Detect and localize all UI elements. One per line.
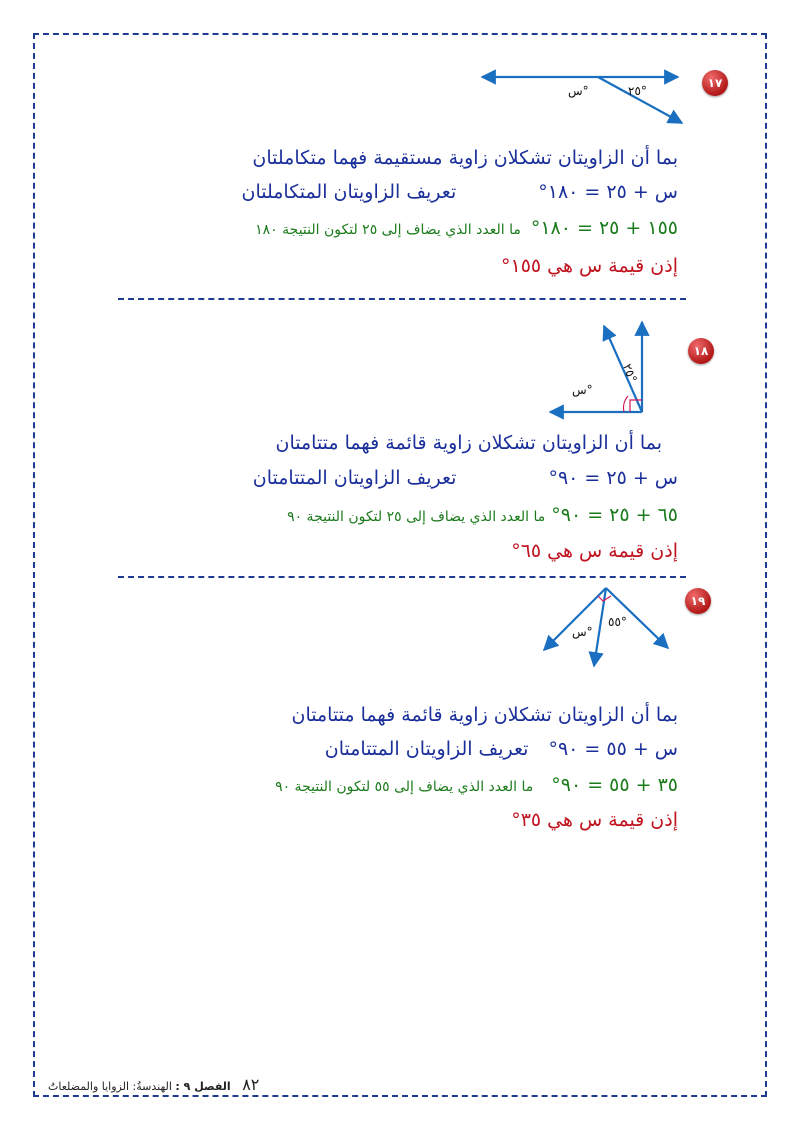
problem-18-check: ٦٥ + ٢٥ = ٩٠° (551, 504, 678, 526)
angle-given-label: ٢٥° (628, 84, 647, 98)
problem-17-diagram (470, 55, 690, 135)
problem-19-reason: بما أن الزاويتان تشكلان زاوية قائمة فهما متتامتان (291, 704, 678, 726)
problem-19-number-badge: ١٩ (685, 588, 711, 614)
problem-17-answer: إذن قيمة س هي ١٥٥° (500, 255, 678, 277)
problem-19-answer: إذن قيمة س هي ٣٥° (511, 809, 678, 831)
page-footer (48, 1075, 259, 1094)
page-number: ٨٢ (242, 1075, 260, 1094)
problem-17-check: ١٥٥ + ٢٥ = ١٨٠° (530, 217, 678, 239)
angle-arc (624, 396, 628, 412)
problem-18-diagram (540, 312, 660, 422)
problem-19-diagram (536, 584, 676, 674)
left-ray-arrow (544, 588, 606, 650)
problem-18-reason: بما أن الزاويتان تشكلان زاوية قائمة فهما متتامتان (275, 432, 662, 454)
problem-18-equation: س + ٢٥ = ٩٠° (548, 467, 678, 489)
angle-x-label: س° (572, 383, 593, 397)
problem-18-equation-row (253, 467, 678, 489)
problem-19-check: ٣٥ + ٥٥ = ٩٠° (551, 774, 678, 796)
problem-18-answer: إذن قيمة س هي ٦٥° (511, 540, 678, 562)
problem-19-check-note: ما العدد الذي يضاف إلى ٥٥ لتكون النتيجة ٩٠ (275, 779, 534, 795)
separator-1 (118, 298, 686, 300)
angle-given-label: ٥٥° (608, 615, 627, 629)
problem-17-check-note: ما العدد الذي يضاف إلى ٢٥ لتكون النتيجة ١٨٠ (255, 222, 521, 238)
problem-17-equation-row (241, 181, 678, 203)
problem-17-equation: س + ٢٥ = ١٨٠° (538, 181, 678, 203)
angle-given-label: ٢٥° (620, 361, 640, 385)
problem-18-equation-note: تعريف الزاويتان المتتامتان (252, 467, 457, 489)
problem-18-number-badge: ١٨ (688, 338, 714, 364)
problem-19-equation-row (325, 738, 678, 760)
problem-18-check-row (287, 504, 678, 526)
problem-18-check-note: ما العدد الذي يضاف إلى ٢٥ لتكون النتيجة ٩٠ (287, 509, 546, 525)
problem-19-equation-note: تعريف الزاويتان المتتامتان (324, 738, 529, 760)
angle-x-label: س° (572, 625, 593, 639)
problem-17-check-row (255, 217, 678, 239)
chapter-label: الفصل ٩ : (175, 1080, 231, 1093)
problem-17-number-badge: ١٧ (702, 70, 728, 96)
angle-x-label: س° (568, 84, 589, 98)
separator-2 (118, 576, 686, 578)
problem-19-equation: س + ٥٥ = ٩٠° (548, 738, 678, 760)
problem-17-reason: بما أن الزاويتان تشكلان زاوية مستقيمة فهما متكاملتان (252, 147, 678, 169)
chapter-subject: الهندسةُ: الزوايا والمضلعاتُ (48, 1080, 172, 1093)
problem-19-check-row (275, 774, 678, 796)
problem-17-equation-note: تعريف الزاويتان المتكاملتان (241, 181, 457, 203)
